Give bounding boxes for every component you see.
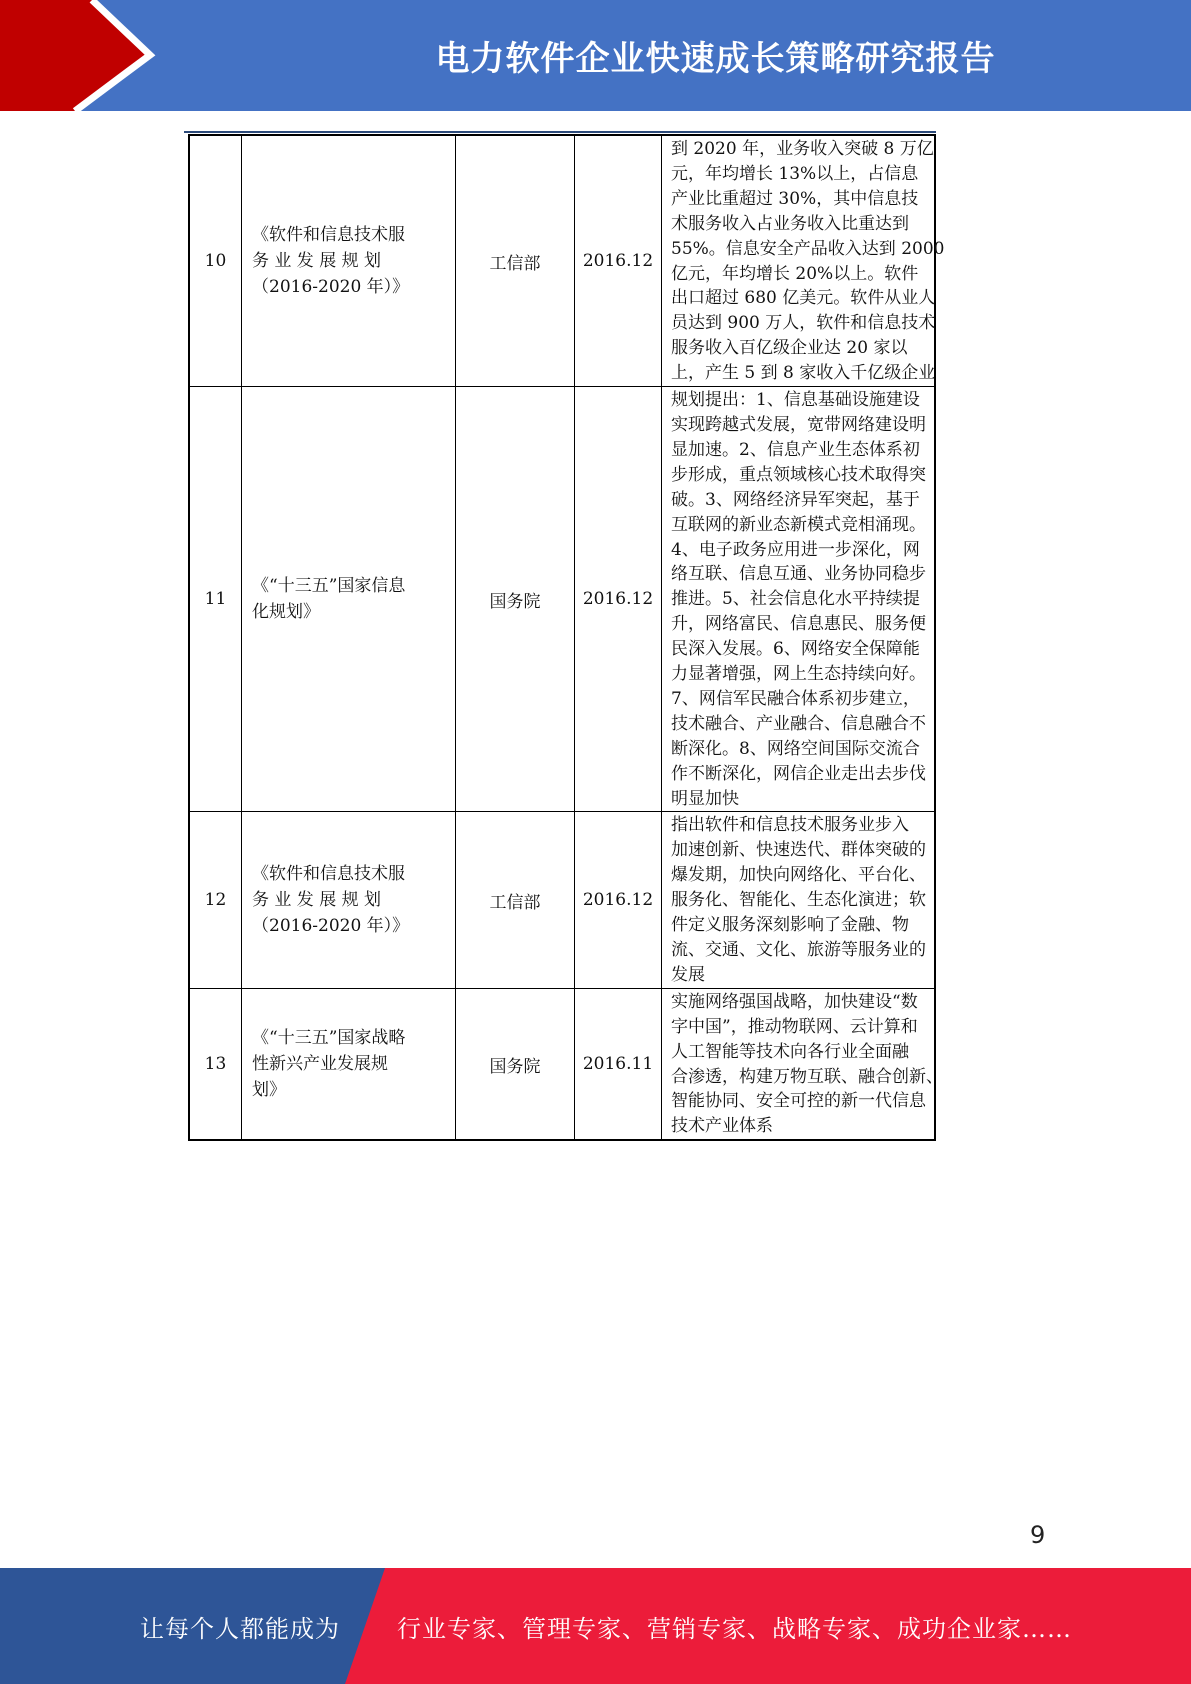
policy-name-line: 《“十三五”国家信息 bbox=[252, 576, 406, 597]
table-top-rule bbox=[184, 131, 936, 133]
content-line: 产业比重超过 30%，其中信息技 bbox=[671, 188, 919, 209]
content-line: 力显著增强，网上生态持续向好。 bbox=[671, 664, 926, 685]
issuing-org: 工信部 bbox=[456, 812, 575, 988]
content-line: 件定义服务深刻影响了金融、物 bbox=[671, 915, 909, 936]
page-footer bbox=[0, 1568, 1191, 1684]
table-row bbox=[189, 988, 935, 1140]
table-row bbox=[189, 135, 935, 387]
policy-table-container bbox=[188, 134, 945, 1141]
page-number: 9 bbox=[1030, 1521, 1046, 1549]
content-line: 指出软件和信息技术服务业步入 bbox=[671, 815, 909, 836]
content-line: 55%。信息安全产品收入达到 2000 bbox=[671, 238, 945, 259]
policy-name bbox=[242, 988, 456, 1140]
row-number: 12 bbox=[189, 812, 242, 988]
issue-date: 2016.12 bbox=[575, 812, 662, 988]
content-line: 规划提出：1、信息基础设施建设 bbox=[671, 390, 920, 411]
issue-date: 2016.12 bbox=[575, 387, 662, 812]
report-title: 电力软件企业快速成长策略研究报告 bbox=[435, 39, 996, 79]
issue-date: 2016.12 bbox=[575, 135, 662, 387]
policy-name-line: 务 业 发 展 规 划 bbox=[252, 890, 382, 911]
content-line: 断深化。8、网络空间国际交流合 bbox=[671, 738, 920, 759]
content-line: 技术产业体系 bbox=[671, 1116, 773, 1137]
policy-name bbox=[242, 387, 456, 812]
issuing-org: 工信部 bbox=[456, 135, 575, 387]
policy-content bbox=[662, 135, 945, 387]
policy-name-line: 《“十三五”国家战略 bbox=[252, 1028, 406, 1049]
policy-content bbox=[662, 812, 936, 988]
content-line: 民深入发展。6、网络安全保障能 bbox=[671, 639, 920, 660]
policy-name-line: （2016-2020 年）》 bbox=[252, 277, 410, 298]
content-line: 加速创新、快速迭代、群体突破的 bbox=[671, 840, 926, 861]
content-line: 亿元，年均增长 20%以上。软件 bbox=[671, 263, 919, 284]
policy-name-line: （2016-2020 年）》 bbox=[252, 916, 410, 937]
issuing-org: 国务院 bbox=[456, 387, 575, 812]
content-line: 显加速。2、信息产业生态体系初 bbox=[671, 439, 920, 460]
row-number: 13 bbox=[189, 988, 242, 1140]
content-line: 明显加快 bbox=[671, 788, 739, 809]
policy-name-line: 性新兴产业发展规 bbox=[252, 1054, 388, 1075]
content-line: 到 2020 年，业务收入突破 8 万亿 bbox=[671, 139, 934, 159]
content-line: 人工智能等技术向各行业全面融 bbox=[671, 1041, 909, 1062]
content-line: 上，产生 5 到 8 家收入千亿级企业 bbox=[671, 363, 936, 384]
row-number: 11 bbox=[189, 387, 242, 812]
content-line: 步形成，重点领域核心技术取得突 bbox=[671, 464, 926, 485]
content-line: 员达到 900 万人，软件和信息技术 bbox=[671, 313, 936, 334]
content-line: 互联网的新业态新模式竞相涌现。 bbox=[671, 514, 926, 535]
content-line: 服务收入百亿级企业达 20 家以 bbox=[671, 338, 908, 359]
page-header bbox=[0, 0, 1191, 111]
content-line: 4、电子政务应用进一步深化，网 bbox=[671, 539, 920, 560]
footer-slogan-right: 行业专家、管理专家、营销专家、战略专家、成功企业家…… bbox=[397, 1614, 1072, 1643]
policy-name bbox=[242, 812, 456, 988]
footer-slogan-left: 让每个人都能成为 bbox=[140, 1614, 340, 1643]
policy-name-line: 务 业 发 展 规 划 bbox=[252, 251, 382, 272]
content-line: 合渗透，构建万物互联、融合创新、 bbox=[671, 1066, 943, 1087]
content-line: 破。3、网络经济异军突起，基于 bbox=[671, 489, 920, 510]
content-line: 络互联、信息互通、业务协同稳步 bbox=[671, 564, 926, 585]
policy-name bbox=[242, 135, 456, 387]
content-line: 流、交通、文化、旅游等服务业的 bbox=[671, 940, 926, 960]
table-row bbox=[189, 812, 935, 988]
content-line: 出口超过 680 亿美元。软件从业人 bbox=[671, 288, 936, 309]
policy-content bbox=[662, 387, 936, 812]
content-line: 作不断深化，网信企业走出去步伐 bbox=[671, 763, 926, 784]
content-line: 术服务收入占业务收入比重达到 bbox=[671, 213, 909, 234]
policy-name-line: 《软件和信息技术服 bbox=[252, 864, 405, 885]
policy-name-line: 《软件和信息技术服 bbox=[252, 225, 405, 246]
policy-name-line: 划》 bbox=[252, 1080, 286, 1101]
content-line: 升，网络富民、信息惠民、服务便 bbox=[671, 614, 926, 635]
policy-name-line: 化规划》 bbox=[252, 602, 320, 623]
policy-content bbox=[662, 988, 943, 1140]
content-line: 爆发期，加快向网络化、平台化、 bbox=[671, 865, 926, 886]
content-line: 实施网络强国战略，加快建设“数 bbox=[671, 991, 918, 1012]
content-line: 元，年均增长 13%以上，占信息 bbox=[671, 163, 919, 184]
content-line: 服务化、智能化、生态化演进；软 bbox=[671, 890, 926, 911]
content-line: 智能协同、安全可控的新一代信息 bbox=[671, 1091, 926, 1112]
table-row bbox=[189, 387, 935, 812]
content-line: 实现跨越式发展，宽带网络建设明 bbox=[671, 414, 926, 435]
content-line: 字中国”，推动物联网、云计算和 bbox=[671, 1016, 918, 1037]
content-line: 7、网信军民融合体系初步建立， bbox=[671, 688, 920, 709]
policy-table bbox=[188, 134, 945, 1141]
content-line: 推进。5、社会信息化水平持续提 bbox=[671, 589, 920, 610]
row-number: 10 bbox=[189, 135, 242, 387]
content-line: 技术融合、产业融合、信息融合不 bbox=[671, 713, 926, 734]
content-line: 发展 bbox=[671, 964, 705, 985]
issue-date: 2016.11 bbox=[575, 988, 662, 1140]
issuing-org: 国务院 bbox=[456, 988, 575, 1140]
